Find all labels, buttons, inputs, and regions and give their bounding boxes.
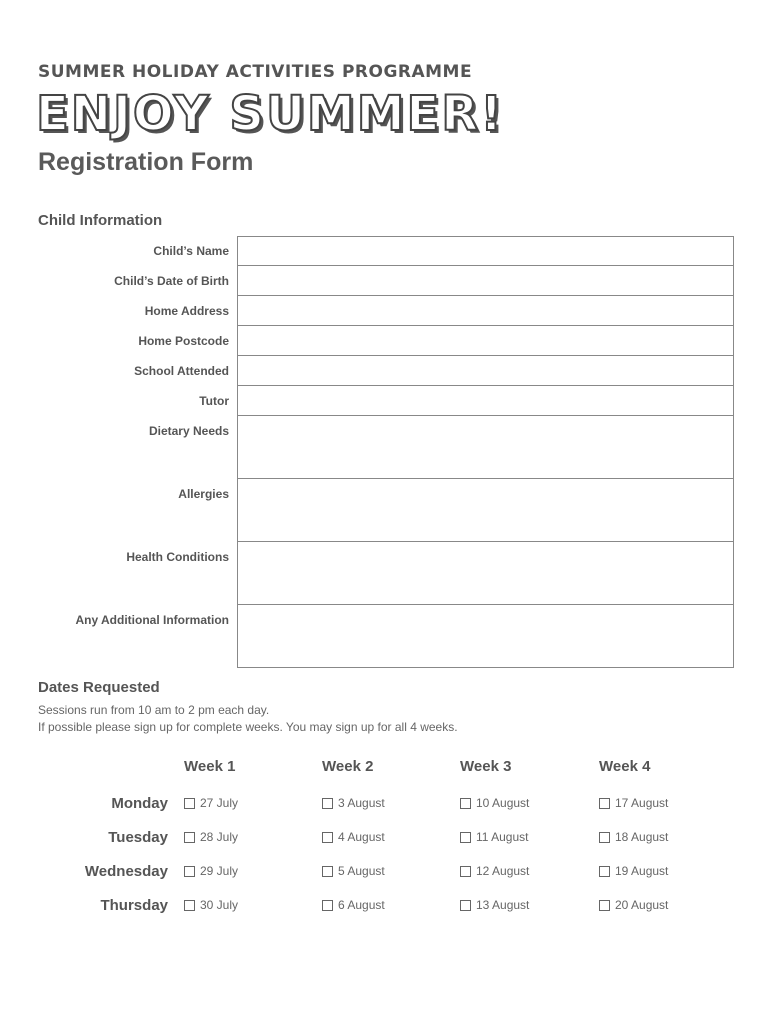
- day-row-thursday: [38, 888, 734, 922]
- field-label: Child’s Date of Birth: [114, 274, 229, 288]
- date-checkbox[interactable]: [599, 796, 668, 810]
- section-heading-dates: Dates Requested: [38, 679, 160, 696]
- week-header-row: [38, 758, 734, 786]
- date-label: 19 August: [615, 864, 669, 878]
- date-label: 4 August: [338, 830, 385, 844]
- field-label: Dietary Needs: [148, 424, 229, 438]
- field-label: Any Additional Information: [75, 613, 229, 627]
- note-line: If possible please sign up for complete weeks. You may sign up for all 4 weeks.: [38, 720, 458, 734]
- checkbox-icon[interactable]: [460, 832, 471, 843]
- date-checkbox[interactable]: [184, 796, 238, 810]
- date-label: 11 August: [476, 830, 529, 844]
- form-row-additional: [38, 605, 734, 668]
- date-label: 18 August: [615, 830, 669, 844]
- programme-kicker: SUMMER HOLIDAY ACTIVITIES PROGRAMME: [38, 62, 473, 82]
- form-row-health: [38, 542, 734, 605]
- form-row-allergies: [38, 479, 734, 542]
- allergies-field[interactable]: [237, 479, 734, 542]
- date-label: 13 August: [476, 898, 530, 912]
- checkbox-icon[interactable]: [599, 832, 610, 843]
- date-checkbox[interactable]: [184, 898, 238, 912]
- note-line: Sessions run from 10 am to 2 pm each day.: [38, 703, 270, 717]
- dob-field[interactable]: [237, 266, 734, 296]
- checkbox-icon[interactable]: [184, 798, 195, 809]
- checkbox-icon[interactable]: [184, 832, 195, 843]
- checkbox-icon[interactable]: [322, 866, 333, 877]
- child-info-form: [38, 236, 734, 668]
- week-2-header: Week 2: [322, 758, 374, 775]
- day-row-tuesday: [38, 820, 734, 854]
- date-checkbox[interactable]: [322, 796, 385, 810]
- checkbox-icon[interactable]: [184, 900, 195, 911]
- tutor-field[interactable]: [237, 386, 734, 416]
- date-label: 28 July: [200, 830, 239, 844]
- field-label: School Attended: [134, 364, 229, 378]
- date-checkbox[interactable]: [599, 830, 668, 844]
- checkbox-icon[interactable]: [322, 832, 333, 843]
- home-address-field[interactable]: [237, 296, 734, 326]
- form-row-child-name: [38, 236, 734, 266]
- date-checkbox[interactable]: [460, 796, 529, 810]
- form-row-dob: [38, 266, 734, 296]
- date-checkbox[interactable]: [599, 864, 668, 878]
- field-label: Home Postcode: [138, 334, 229, 348]
- date-checkbox[interactable]: [460, 864, 529, 878]
- health-conditions-field[interactable]: [237, 542, 734, 605]
- checkbox-icon[interactable]: [460, 866, 471, 877]
- form-row-dietary: [38, 416, 734, 479]
- date-label: 17 August: [615, 796, 669, 810]
- date-label: 10 August: [476, 796, 530, 810]
- postcode-field[interactable]: [237, 326, 734, 356]
- section-heading-child-info: Child Information: [38, 212, 163, 229]
- date-checkbox[interactable]: [322, 898, 385, 912]
- checkbox-icon[interactable]: [599, 866, 610, 877]
- school-field[interactable]: [237, 356, 734, 386]
- field-label: Home Address: [144, 304, 229, 318]
- sessions-note: [38, 702, 458, 736]
- form-row-postcode: [38, 326, 734, 356]
- date-checkbox[interactable]: [322, 864, 385, 878]
- day-row-wednesday: [38, 854, 734, 888]
- date-checkbox[interactable]: [184, 864, 238, 878]
- checkbox-icon[interactable]: [460, 798, 471, 809]
- date-label: 27 July: [200, 796, 239, 810]
- checkbox-icon[interactable]: [599, 900, 610, 911]
- checkbox-icon[interactable]: [184, 866, 195, 877]
- week-3-header: Week 3: [460, 758, 512, 775]
- dates-grid: [38, 758, 734, 922]
- field-label: Child’s Name: [153, 244, 229, 258]
- dietary-needs-field[interactable]: [237, 416, 734, 479]
- checkbox-icon[interactable]: [322, 900, 333, 911]
- date-label: 3 August: [338, 796, 385, 810]
- day-label: Monday: [111, 794, 168, 812]
- additional-info-field[interactable]: [237, 605, 734, 668]
- date-label: 6 August: [338, 898, 385, 912]
- date-label: 12 August: [476, 864, 530, 878]
- week-4-header: Week 4: [599, 758, 651, 775]
- week-1-header: Week 1: [184, 758, 236, 775]
- form-row-address: [38, 296, 734, 326]
- day-row-monday: [38, 786, 734, 820]
- checkbox-icon[interactable]: [322, 798, 333, 809]
- date-checkbox[interactable]: [460, 830, 529, 844]
- date-checkbox[interactable]: [460, 898, 529, 912]
- page-title: Registration Form: [38, 148, 254, 176]
- checkbox-icon[interactable]: [460, 900, 471, 911]
- date-label: 29 July: [200, 864, 239, 878]
- day-label: Tuesday: [108, 828, 168, 846]
- form-row-school: [38, 356, 734, 386]
- field-label: Allergies: [178, 487, 229, 501]
- day-label: Thursday: [100, 896, 168, 914]
- date-label: 30 July: [200, 898, 239, 912]
- date-label: 5 August: [338, 864, 385, 878]
- field-label: Health Conditions: [126, 550, 229, 564]
- day-label: Wednesday: [84, 862, 168, 880]
- date-checkbox[interactable]: [599, 898, 668, 912]
- field-label: Tutor: [199, 394, 229, 408]
- child-name-field[interactable]: [237, 236, 734, 266]
- checkbox-icon[interactable]: [599, 798, 610, 809]
- form-row-tutor: [38, 386, 734, 416]
- hero-title: ENJOY SUMMER!: [36, 86, 505, 142]
- date-checkbox[interactable]: [322, 830, 385, 844]
- date-label: 20 August: [615, 898, 669, 912]
- date-checkbox[interactable]: [184, 830, 238, 844]
